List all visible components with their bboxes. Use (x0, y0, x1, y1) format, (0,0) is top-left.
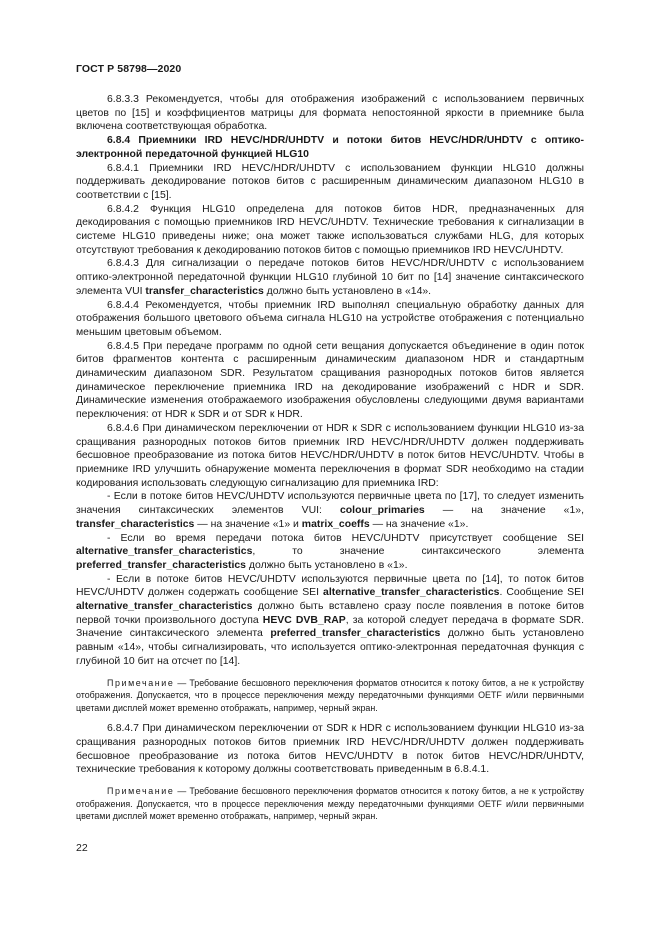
text-run: — на значение «1». (369, 518, 469, 530)
list-item-1 (76, 490, 584, 531)
note-text: — Требование бесшовного переключения форматов относится к потоку битов, а не к устройству отображения. Допускается, что в процессе переключения между передаточными функциями OETF и/или первичными цветами дисплей может временно отображать, например, черный экран. (76, 786, 584, 822)
syntax-element: colour_primaries (339, 505, 425, 517)
note-2 (76, 785, 584, 823)
syntax-element: preferred_transfer_characteristics (270, 628, 441, 640)
text-run: — на значение «1», (424, 505, 584, 517)
syntax-element: HEVC DVB_RAP (262, 614, 346, 626)
text-run: — на значение «1» и (194, 518, 302, 530)
document-header: ГОСТ Р 58798—2020 (76, 63, 182, 75)
page-number: 22 (76, 842, 88, 854)
paragraph-6-8-3-3: 6.8.3.3 Рекомендуется, чтобы для отображения изображений с использованием первичных цветов по [15] и коэффициентов матрицы для формата непостоянной яркости в приемнике была включена соответствующая обработка. (76, 94, 584, 133)
text-run: , то значение синтаксического элемента (252, 546, 584, 558)
syntax-element: alternative_transfer_characteristics (76, 546, 253, 558)
text-run: 6.8.4.3 Для сигнализации о передаче потоков битов HEVC/HDR/UHDTV с использованием оптико-электронной передаточной функции HLG10 глубиной 10 бит по [14] значение синтаксического элемента VUI (76, 258, 584, 297)
document-body (76, 93, 584, 831)
text-run: должно быть установлено равным «14», чтобы сигнализировать, что используется оптико-электронная передаточная функция с глубиной 10 бит на отсчет по [14]. (76, 628, 584, 667)
syntax-element: transfer_characteristics (145, 285, 264, 297)
text-run: . Сообщение SEI (499, 587, 584, 599)
syntax-element: preferred_transfer_characteristics (76, 559, 246, 571)
note-label: Примечание (107, 677, 175, 688)
text-run: - Если во время передачи потока битов HEVC/UHDTV присутствует сообщение SEI (107, 532, 584, 544)
text-run: - Если в потоке битов HEVC/UHDTV используются первичные цвета по [17], то следует изменить значения синтаксических элементов VUI: (76, 491, 584, 517)
paragraph-6-8-4-4: 6.8.4.4 Рекомендуется, чтобы приемник IRD выполнял специальную обработку данных для отображения большого цветового объема сигнала HLG10 на устройстве отображения с потенциально меньшим цветовым объемом. (76, 299, 584, 338)
syntax-element: alternative_transfer_characteristics (323, 587, 500, 599)
text-run: должно быть вставлено сразу после появления в потоке битов первой точки произвольного доступа (76, 601, 584, 626)
section-heading-6-8-4: 6.8.4 Приемники IRD HEVC/HDR/UHDTV и потоки битов HEVC/HDR/UHDTV с оптико-электронной передаточной функцией HLG10 (76, 135, 584, 160)
paragraph-6-8-4-3 (76, 257, 584, 298)
note-label: Примечание (107, 786, 175, 797)
syntax-element: alternative_transfer_characteristics (76, 601, 253, 613)
paragraph-6-8-4-6: 6.8.4.6 При динамическом переключении от HDR к SDR с использованием функции HLG10 из-за сращивания разнородных потоков битов приемник IRD HEVC/HDR/UHDTV должен поддерживать бесшовное преобразование из потока битов HEVC/HDR/UHDTV в поток битов HEVC/UHDTV. Чтобы в приемнике IRD улучшить обнаружение момента переключения в формат SDR необходимо на стадии кодирования использовать следующую сигнализацию для приемника IRD: (76, 422, 584, 489)
note-text: — Требование бесшовного переключения форматов относится к потоку битов, а не к устройству отображения. Допускается, что в процессе переключения между передаточными функциями OETF и/или первичными цветами дисплей может временно отображать, например, черный экран. (76, 677, 584, 713)
paragraph-6-8-4-7: 6.8.4.7 При динамическом переключении от SDR к HDR с использованием функции HLG10 из-за сращивания разнородных потоков битов приемник IRD HEVC/HDR/UHDTV должен поддерживать бесшовное преобразование из потока битов HEVC/UHDTV в поток битов HEVC/HDR/UHDTV, технические требования к которому должны соответствовать приведенным в 6.8.4.1. (76, 723, 584, 776)
text-run: должно быть установлено в «14». (263, 285, 432, 297)
list-item-3 (76, 573, 584, 669)
text-run: должно быть установлено в «1». (246, 559, 408, 571)
note-1 (76, 677, 584, 715)
paragraph-6-8-4-5: 6.8.4.5 При передаче программ по одной сети вещания допускается объединение в один поток битов фрагментов контента с расширенным динамическим диапазоном HDR и стандартным динамическим диапазоном SDR. Результатом сращивания разнородных потоков битов является динамическое переключение приемника IRD на декодирование изображений с HDR и SDR. Динамические изменения отображаемого изображения обусловлены следующими двумя вариантами переключения: от HDR к SDR и от SDR к HDR. (76, 340, 584, 421)
text-run: , за которой следует передача в формате SDR. Значение синтаксического элемента (76, 614, 584, 640)
paragraph-6-8-4-1: 6.8.4.1 Приемники IRD HEVC/HDR/UHDTV с использованием функции HLG10 должны поддерживать декодирование потоков битов с расширенным динамическим диапазоном HLG10 в соответствии с [15]. (76, 162, 584, 201)
text-run: - Если в потоке битов HEVC/UHDTV используются первичные цвета по [14], то поток битов HEVC/UHDTV должен содержать сообщение SEI (76, 573, 584, 599)
paragraph-6-8-4-2: 6.8.4.2 Функция HLG10 определена для потоков битов HDR, предназначенных для декодирования с помощью приемников IRD HEVC/UHDTV. Технические требования к сигнализации в системе HLG10 приведены ниже; она может также использоваться службами HLG, для которых отсутствуют требования к декодированию потоков битов с помощью приемников IRD HEVC/UHDTV. (76, 203, 584, 256)
syntax-element: matrix_coeffs (301, 518, 370, 530)
list-item-2 (76, 532, 584, 573)
syntax-element: transfer_characteristics (76, 518, 195, 530)
